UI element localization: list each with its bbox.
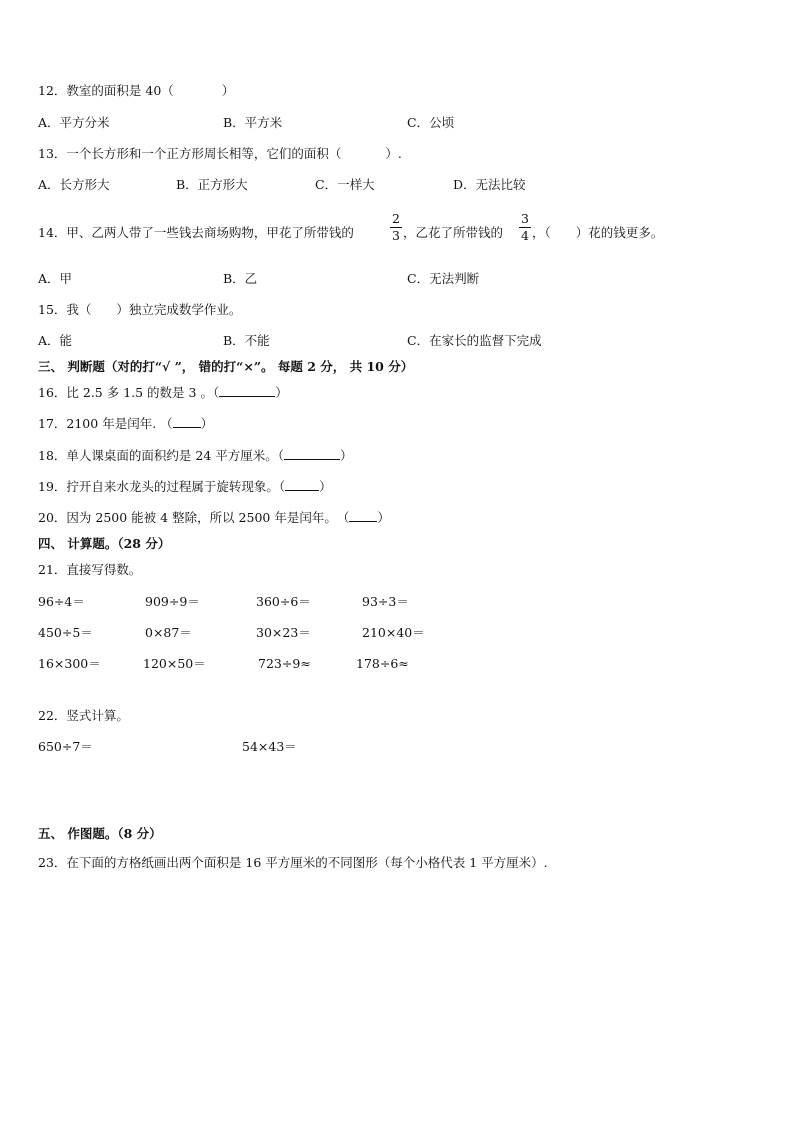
question-19: 19．拧开自来水龙头的过程属于旋转现象。（ ） — [38, 479, 332, 494]
calc-item: 723÷9≈ — [258, 656, 311, 671]
option-a: A．长方形大 — [38, 177, 110, 192]
vertical-calc-item: 650÷7＝ — [38, 739, 93, 754]
option-c: C．一样大 — [315, 177, 375, 192]
option-a: A．平方分米 — [38, 115, 110, 130]
calc-item: 360÷6＝ — [256, 594, 311, 609]
question-15: 15．我（ ）独立完成数学作业。 — [38, 302, 242, 317]
calc-item: 96÷4＝ — [38, 594, 85, 609]
question-13: 13．一个长方形和一个正方形周长相等，它们的面积（ ）. — [38, 146, 402, 161]
fraction-two-thirds: 2 3 — [390, 212, 402, 243]
calc-item: 30×23＝ — [256, 625, 311, 640]
question-18: 18．单人课桌面的面积约是 24 平方厘米。（ ） — [38, 448, 353, 463]
calc-item: 450÷5＝ — [38, 625, 93, 640]
question-12-text: 12．教室的面积是 40（ — [38, 83, 174, 98]
question-16: 16．比 2.5 多 1.5 的数是 3 。（ ） — [38, 385, 288, 400]
answer-blank[interactable] — [285, 479, 319, 491]
question-20: 20．因为 2500 能被 4 整除，所以 2500 年是闰年。 （ ） — [38, 510, 390, 525]
calc-item: 210×40＝ — [362, 625, 425, 640]
question-14-part1: 14．甲、乙两人带了一些钱去商场购物，甲花了所带钱的 — [38, 225, 354, 240]
section-4-heading: 四、 计算题。（28 分） — [38, 536, 171, 551]
option-b: B．乙 — [223, 271, 258, 286]
section-3-heading: 三、 判断题（对的打“√ ”， 错的打“×”。 每题 2 分， 共 10 分） — [38, 359, 414, 374]
option-b: B．正方形大 — [176, 177, 248, 192]
calc-item: 909÷9＝ — [145, 594, 200, 609]
question-21-title: 21．直接写得数。 — [38, 562, 142, 577]
question-23: 23．在下面的方格纸画出两个面积是 16 平方厘米的不同图形（每个小格代表 1 平方厘米）. — [38, 855, 548, 870]
question-14-part3: ，（ ）花的钱更多。 — [532, 225, 664, 240]
calc-item: 178÷6≈ — [356, 656, 409, 671]
option-a: A．甲 — [38, 271, 73, 286]
section-5-heading: 五、 作图题。（8 分） — [38, 826, 162, 841]
option-c: C．无法判断 — [407, 271, 480, 286]
answer-blank[interactable] — [173, 416, 201, 428]
option-d: D．无法比较 — [453, 177, 526, 192]
calc-item: 16×300＝ — [38, 656, 101, 671]
calc-item: 0×87＝ — [145, 625, 192, 640]
question-13-text: 13．一个长方形和一个正方形周长相等，它们的面积（ — [38, 146, 342, 161]
answer-blank[interactable] — [219, 385, 275, 397]
fraction-three-quarters: 3 4 — [519, 212, 531, 243]
question-22-title: 22．竖式计算。 — [38, 708, 129, 723]
calc-item: 93÷3＝ — [362, 594, 409, 609]
vertical-calc-item: 54×43＝ — [242, 739, 297, 754]
calc-item: 120×50＝ — [143, 656, 206, 671]
option-b: B．平方米 — [223, 115, 283, 130]
option-c: C．在家长的监督下完成 — [407, 333, 542, 348]
answer-blank[interactable] — [284, 448, 340, 460]
option-c: C．公顷 — [407, 115, 455, 130]
option-a: A．能 — [38, 333, 73, 348]
question-17: 17．2100 年是闰年. （ ） — [38, 416, 214, 431]
option-b: B．不能 — [223, 333, 270, 348]
question-12: 12．教室的面积是 40（ ） — [38, 83, 235, 98]
question-14-part2: ，乙花了所带钱的 — [403, 225, 504, 240]
answer-blank[interactable] — [349, 510, 377, 522]
